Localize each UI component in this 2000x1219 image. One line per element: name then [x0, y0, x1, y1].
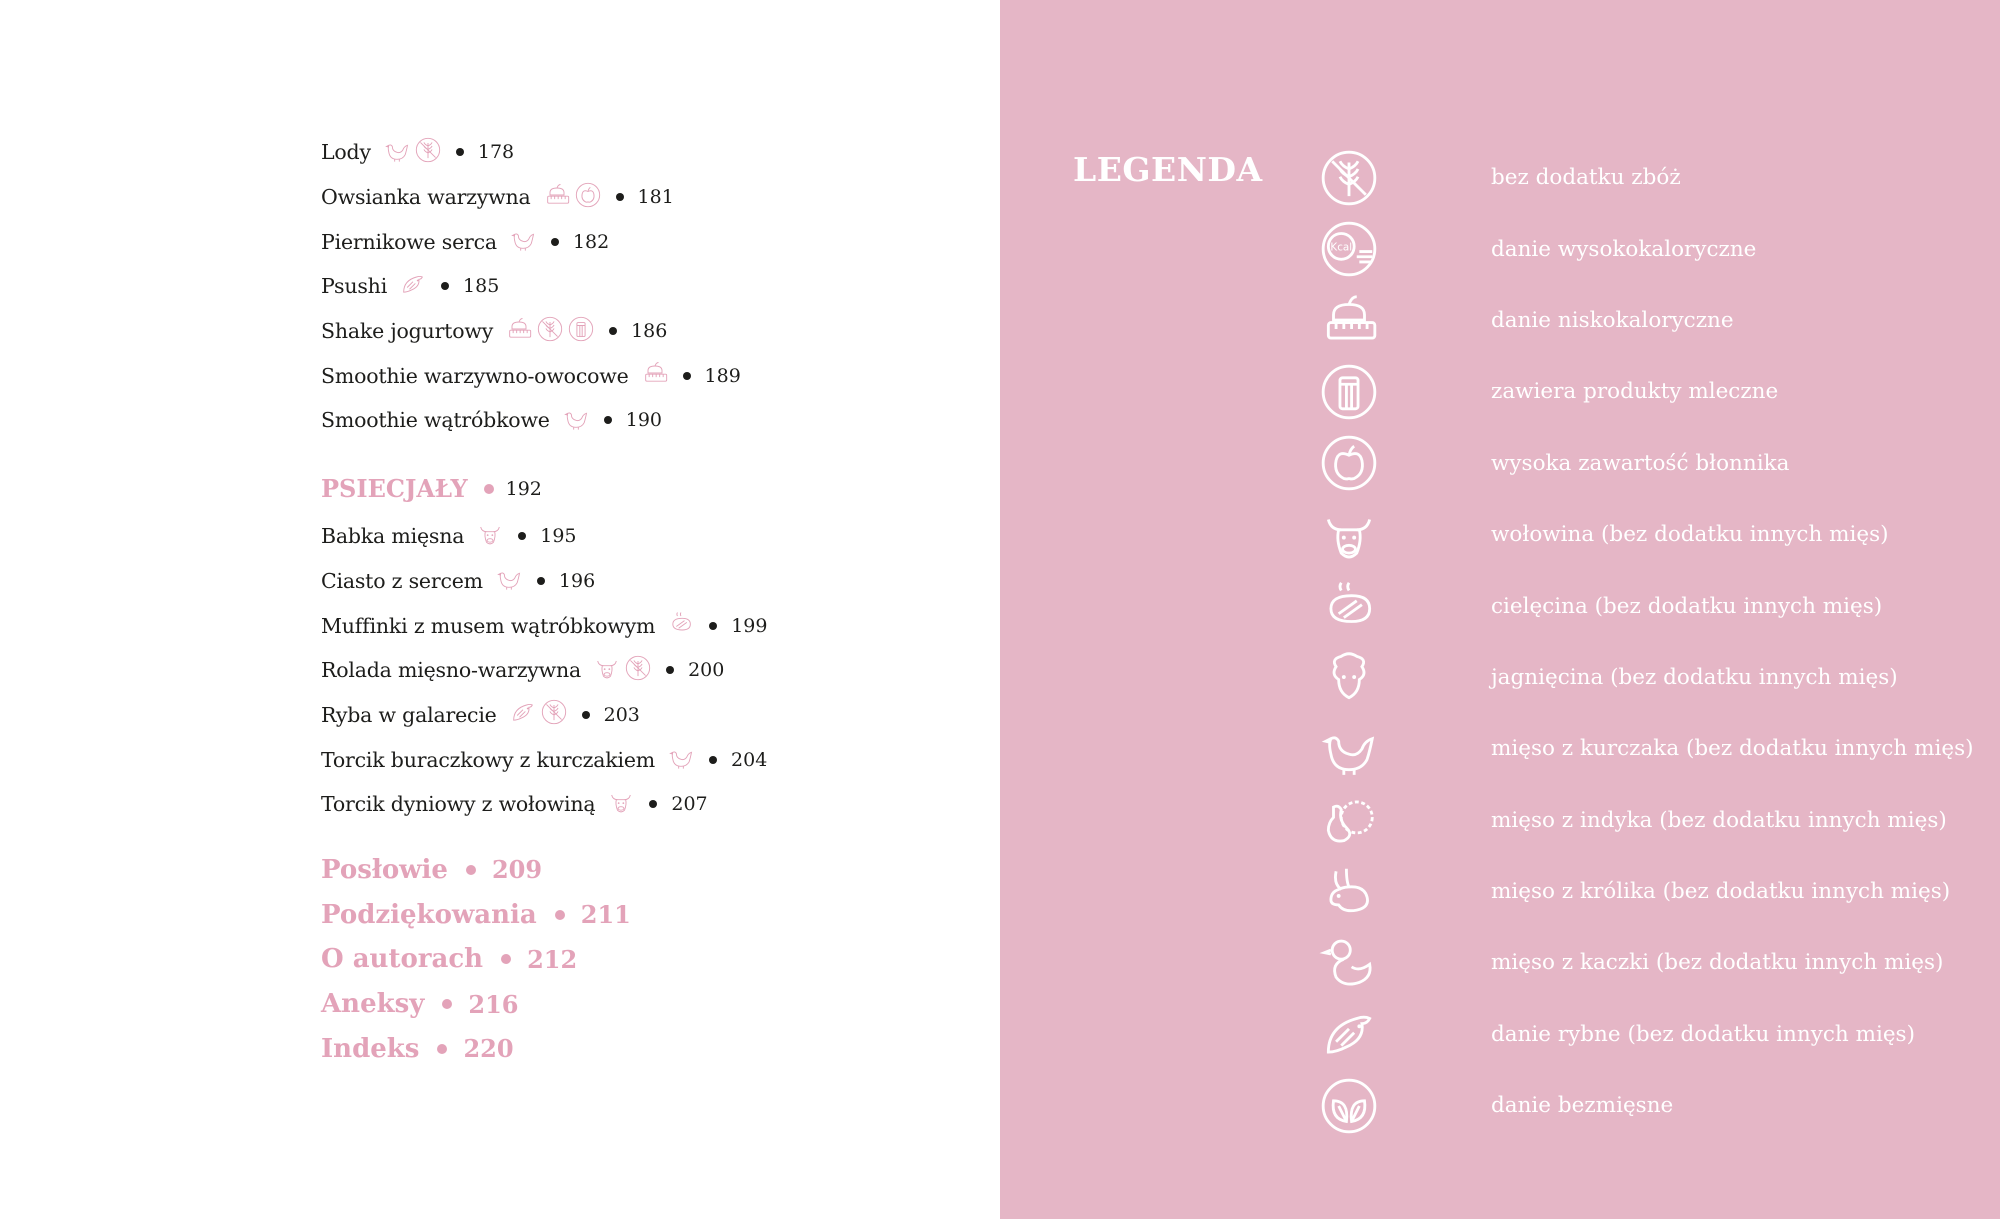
toc-entry-icons — [593, 654, 652, 687]
toc-entry-title: Rolada mięsno-warzywna — [321, 658, 582, 683]
legend-item — [1318, 999, 1958, 1070]
toc-entry-page: 204 — [731, 748, 768, 771]
section-page: 192 — [505, 477, 542, 500]
toc-entry-title: Owsianka warzywna — [321, 185, 531, 210]
legend-label: danie niskokaloryczne — [1491, 307, 1734, 333]
toc-entry[interactable] — [321, 130, 961, 175]
legend-label: wołowina (bez dodatku innych mięs) — [1491, 522, 1889, 548]
chicken-icon — [383, 136, 411, 169]
beef-icon — [607, 788, 635, 821]
toc-entry[interactable] — [321, 514, 961, 559]
backmatter-entry[interactable] — [321, 892, 961, 937]
legend-item — [1318, 927, 1958, 998]
fish-icon — [1318, 1003, 1380, 1065]
legend-label: mięso z indyka (bez dodatku innych mięs) — [1491, 807, 1947, 833]
backmatter-title: Posłowie — [321, 854, 448, 885]
high-calorie-icon — [1318, 218, 1380, 280]
toc-entry-title: Piernikowe serca — [321, 229, 497, 254]
backmatter-title: Aneksy — [321, 989, 425, 1020]
chicken-icon — [495, 564, 523, 597]
toc-entry-icons — [667, 743, 695, 776]
toc-entry-title: Ciasto z sercem — [321, 568, 483, 593]
toc-entry[interactable] — [321, 398, 961, 443]
legend-label: mięso z królika (bez dodatku innych mięs) — [1491, 879, 1951, 905]
toc-entry[interactable] — [321, 693, 961, 738]
bullet-dot — [456, 148, 464, 156]
bullet-dot — [709, 756, 717, 764]
legend-item — [1318, 142, 1958, 213]
bullet-dot — [437, 1044, 447, 1054]
legend-label: cielęcina (bez dodatku innych mięs) — [1491, 593, 1883, 619]
beef-icon — [476, 520, 504, 553]
legend-item — [1318, 1070, 1958, 1141]
backmatter-page: 209 — [491, 855, 543, 885]
toc-entry-title: Torcik buraczkowy z kurczakiem — [321, 747, 656, 772]
bullet-dot — [609, 327, 617, 335]
legend-title: LEGENDA — [1073, 150, 1263, 189]
dairy-icon — [1318, 361, 1380, 423]
toc-section-heading[interactable] — [321, 464, 961, 514]
legend-item — [1318, 428, 1958, 499]
legend-label: wysoka zawartość błonnika — [1491, 450, 1790, 476]
toc-entry-page: 185 — [463, 275, 500, 298]
fish-icon — [509, 698, 537, 731]
turkey-icon — [1318, 789, 1380, 851]
chicken-icon — [1318, 718, 1380, 780]
legend-label: zawiera produkty mleczne — [1491, 379, 1779, 405]
legend-item — [1318, 499, 1958, 570]
toc-entry-title: Ryba w galarecie — [321, 702, 497, 727]
bullet-dot — [649, 800, 657, 808]
toc-entry-page: 181 — [637, 186, 674, 209]
backmatter-page: 216 — [468, 989, 519, 1019]
toc-entry[interactable] — [321, 219, 961, 264]
toc-entry-title: Psushi — [321, 274, 388, 299]
toc-entry-icons — [667, 609, 695, 642]
legend-label: danie wysokokaloryczne — [1491, 236, 1757, 262]
bullet-dot — [604, 416, 612, 424]
svg-text:Kcal: Kcal — [1330, 241, 1353, 254]
toc-entry-icons — [476, 520, 504, 553]
legend-item — [1318, 285, 1958, 356]
backmatter-page: 220 — [463, 1034, 514, 1064]
lamb-icon — [1318, 646, 1380, 708]
backmatter-page: 211 — [580, 900, 631, 930]
toc-entry-title: Shake jogurtowy — [321, 319, 494, 344]
legend-item — [1318, 713, 1974, 784]
toc-entry-page: 178 — [477, 141, 515, 164]
backmatter-list — [321, 848, 961, 1071]
bullet-dot — [537, 577, 545, 585]
toc-entry-title: Torcik dyniowy z wołowiną — [321, 792, 596, 817]
toc-entry-title: Muffinki z musem wątróbkowym — [321, 613, 656, 638]
toc-entry-icons — [543, 181, 602, 214]
toc-entry-icons — [509, 225, 537, 258]
toc-entry-page: 195 — [540, 525, 577, 548]
backmatter-entry[interactable] — [321, 848, 961, 893]
no-grain-icon — [624, 654, 652, 687]
legend-item — [1318, 785, 1958, 856]
toc-entry-page: 186 — [631, 320, 668, 343]
toc-entry-page: 182 — [572, 230, 610, 253]
toc-entry[interactable] — [321, 175, 961, 220]
table-of-contents — [321, 130, 961, 1071]
toc-entry[interactable] — [321, 309, 961, 354]
legend-item — [1318, 570, 1958, 641]
fish-icon — [399, 270, 427, 303]
duck-icon — [1318, 932, 1380, 994]
toc-entry[interactable] — [321, 559, 961, 604]
toc-entry-icons — [505, 315, 595, 348]
legend-label: danie bezmięsne — [1491, 1093, 1674, 1119]
vegetarian-icon — [1318, 1075, 1380, 1137]
toc-entry[interactable] — [321, 782, 961, 827]
low-calorie-icon — [1318, 289, 1380, 351]
toc-entry-page: 200 — [688, 659, 725, 682]
section-title: PSIECJAŁY — [321, 474, 468, 504]
toc-entry-icons — [607, 788, 635, 821]
toc-entry-page: 199 — [731, 614, 768, 637]
bullet-dot — [441, 282, 449, 290]
bullet-dot — [551, 238, 559, 246]
backmatter-title: Indeks — [321, 1033, 420, 1064]
toc-entry-page: 196 — [558, 569, 596, 592]
bullet-dot — [466, 865, 476, 875]
bullet-dot — [709, 622, 717, 630]
toc-entry-page: 203 — [603, 703, 640, 726]
chicken-icon — [667, 743, 695, 776]
backmatter-entry[interactable] — [321, 982, 961, 1027]
toc-entry[interactable] — [321, 603, 961, 648]
toc-entry[interactable] — [321, 737, 961, 782]
toc-entry[interactable] — [321, 353, 961, 398]
toc-entry-title: Babka mięsna — [321, 524, 465, 549]
toc-entry-icons — [399, 270, 427, 303]
chicken-icon — [562, 404, 590, 437]
toc-entry[interactable] — [321, 648, 961, 693]
toc-entry-icons — [562, 404, 590, 437]
beef-icon — [1318, 504, 1380, 566]
bullet-dot — [518, 532, 526, 540]
bullet-dot — [501, 954, 511, 964]
legend-label: danie rybne (bez dodatku innych mięs) — [1491, 1021, 1915, 1047]
toc-entry-title: Smoothie warzywno-owocowe — [321, 363, 629, 388]
no-grain-icon — [536, 315, 564, 348]
veal-icon — [667, 609, 695, 642]
toc-entry-title: Smoothie wątróbkowe — [321, 408, 550, 433]
rabbit-icon — [1318, 861, 1380, 923]
bullet-dot — [442, 999, 452, 1009]
backmatter-page: 212 — [527, 944, 578, 974]
legend-list — [1318, 142, 1974, 1141]
backmatter-title: Podziękowania — [321, 899, 537, 930]
legend-label: bez dodatku zbóż — [1491, 165, 1681, 191]
dairy-icon — [567, 315, 595, 348]
low-calorie-icon — [641, 359, 669, 392]
no-grain-icon — [540, 698, 568, 731]
backmatter-entry[interactable] — [321, 937, 961, 982]
toc-entry-page: 207 — [671, 793, 708, 816]
bullet-dot — [484, 484, 494, 494]
low-calorie-icon — [543, 181, 571, 214]
toc-entry-icons — [495, 564, 523, 597]
toc-entry-page: 189 — [704, 364, 741, 387]
no-grain-icon — [1318, 147, 1380, 209]
legend-item — [1318, 642, 1958, 713]
bullet-dot — [616, 193, 624, 201]
toc-entry-icons — [641, 359, 669, 392]
legend-item — [1318, 856, 1958, 927]
legend-item — [1318, 213, 1958, 284]
toc-entry-title: Lody — [321, 140, 371, 165]
bullet-dot — [683, 372, 691, 380]
veal-icon — [1318, 575, 1380, 637]
toc-entry-icons — [509, 698, 568, 731]
no-grain-icon — [414, 136, 442, 169]
toc-entry-page: 190 — [625, 409, 662, 432]
bullet-dot — [666, 666, 674, 674]
low-calorie-icon — [505, 315, 533, 348]
toc-entry[interactable] — [321, 264, 961, 309]
backmatter-entry[interactable] — [321, 1026, 961, 1071]
backmatter-title: O autorach — [321, 944, 484, 975]
bullet-dot — [555, 910, 565, 920]
beef-icon — [593, 654, 621, 687]
legend-label: jagnięcina (bez dodatku innych mięs) — [1491, 664, 1898, 690]
bullet-dot — [582, 711, 590, 719]
legend-label: mięso z kaczki (bez dodatku innych mięs) — [1491, 950, 1944, 976]
legend-item — [1318, 356, 1958, 427]
chicken-icon — [509, 225, 537, 258]
toc-entry-icons — [383, 136, 442, 169]
fiber-icon — [1318, 432, 1380, 494]
fiber-icon — [574, 181, 602, 214]
legend-label: mięso z kurczaka (bez dodatku innych mięs) — [1491, 736, 1974, 762]
